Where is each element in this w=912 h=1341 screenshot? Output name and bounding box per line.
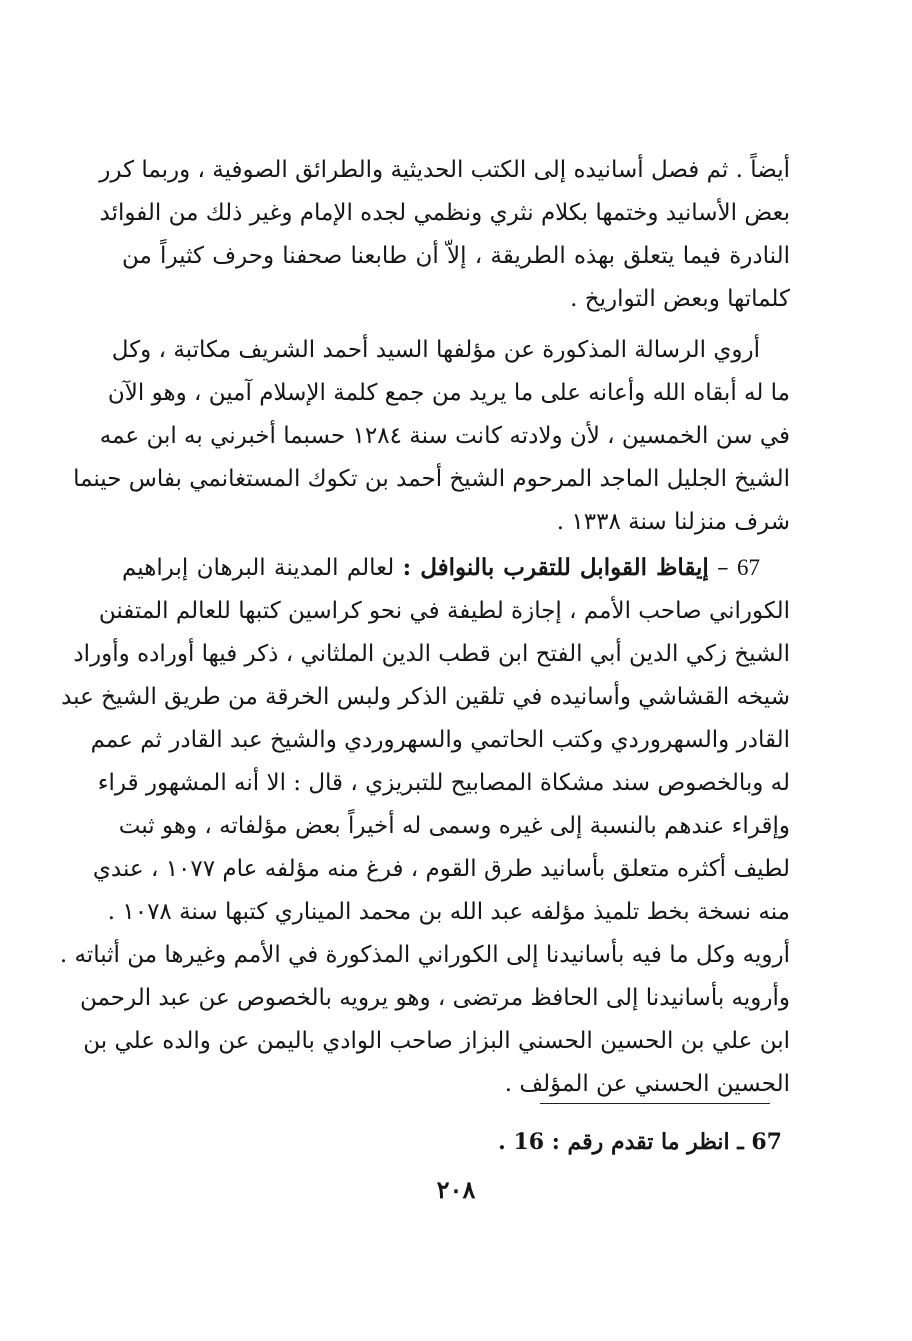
paragraph-1-line-3: النادرة فيما يتعلق بهذه الطريقة ، إلاّ أن طابعنا صحفنا وحرف كثيراً من: [122, 243, 790, 269]
paragraph-2-line-1: أروي الرسالة المذكورة عن مؤلفها السيد أحمد الشريف مكاتبة ، وكل: [111, 337, 760, 363]
paragraph-3-line-6: له وبالخصوص سند مشكاة المصابيح للتبريزي ، قال : الا أنه المشهور قراء: [97, 770, 790, 796]
entry-67-heading-line: [122, 548, 760, 588]
paragraph-3-line-7: وإقراء عندهم بالنسبة إلى غيره وسمى له أخيراً بعض مؤلفاته ، وهو ثبت: [118, 813, 790, 839]
page-number: ٢٠٨: [436, 1175, 476, 1204]
entry-title: إيقاظ القوابل للتقرب بالنوافل :: [402, 554, 709, 581]
paragraph-2-line-2: ما له أبقاه الله وأعانه على ما يريد من جمع كلمة الإسلام آمين ، وهو الآن: [107, 380, 790, 406]
entry-dash: –: [717, 555, 729, 581]
paragraph-3-line-2: الكوراني صاحب الأمم ، إجازة لطيفة في نحو كراسين كتبها للعالم المتفنن: [98, 598, 790, 624]
paragraph-3-line-5: القادر والسهروردي وكتب الحاتمي والسهروردي والشيخ عبد القادر ثم عمم: [90, 727, 790, 753]
paragraph-3-line-8: لطيف أكثره متعلق بأسانيد طرق القوم ، فرغ منه مؤلفه عام ١٠٧٧ ، عندي: [92, 856, 790, 882]
paragraph-2-line-4: الشيخ الجليل الماجد المرحوم الشيخ أحمد بن تكوك المستغانمي بفاس حينما: [73, 466, 790, 492]
footnote: 67 ـ انظر ما تقدم رقم : 16 .: [498, 1129, 782, 1155]
paragraph-1-line-2: بعض الأسانيد وختمها بكلام نثري ونظمي لجده الإمام وغير ذلك من الفوائد: [99, 200, 790, 226]
paragraph-2-line-3: في سن الخمسين ، لأن ولادته كانت سنة ١٢٨٤ حسبما أخبرني به ابن عمه: [99, 423, 790, 449]
paragraph-2-line-5: شرف منزلنا سنة ١٣٣٨ .: [556, 509, 790, 535]
paragraph-3-line-9: منه نسخة بخط تلميذ مؤلفه عبد الله بن محمد الميناري كتبها سنة ١٠٧٨ .: [107, 899, 790, 925]
paragraph-3-line-11: وأرويه بأسانيدنا إلى الحافظ مرتضى ، وهو يرويه بالخصوص عن عبد الرحمن: [79, 985, 790, 1011]
footnote-separator: [540, 1103, 770, 1104]
paragraph-1-line-4: كلماتها وبعض التواريخ .: [570, 286, 790, 312]
paragraph-3-line-3: الشيخ زكي الدين أبي الفتح ابن قطب الدين الملثاني ، ذكر فيها أوراده وأوراد: [73, 641, 790, 667]
paragraph-3-line-12: ابن علي بن الحسين الحسني البزاز صاحب الوادي باليمن عن والده علي بن: [83, 1028, 790, 1054]
paragraph-3-line-13: الحسين الحسني عن المؤلف .: [504, 1071, 790, 1097]
entry-first-line-rest: لعالم المدينة البرهان إبراهيم: [122, 555, 395, 581]
paragraph-3-line-10: أرويه وكل ما فيه بأسانيدنا إلى الكوراني المذكورة في الأمم وغيرها من أثباته .: [59, 942, 790, 968]
paragraph-3-line-4: شيخه القشاشي وأسانيده في تلقين الذكر ولبس الخرقة من طريق الشيخ عبد: [61, 684, 790, 710]
paragraph-1-line-1: أيضاً . ثم فصل أسانيده إلى الكتب الحديثية والطرائق الصوفية ، وربما كرر: [99, 157, 790, 183]
entry-number: 67: [737, 555, 761, 580]
